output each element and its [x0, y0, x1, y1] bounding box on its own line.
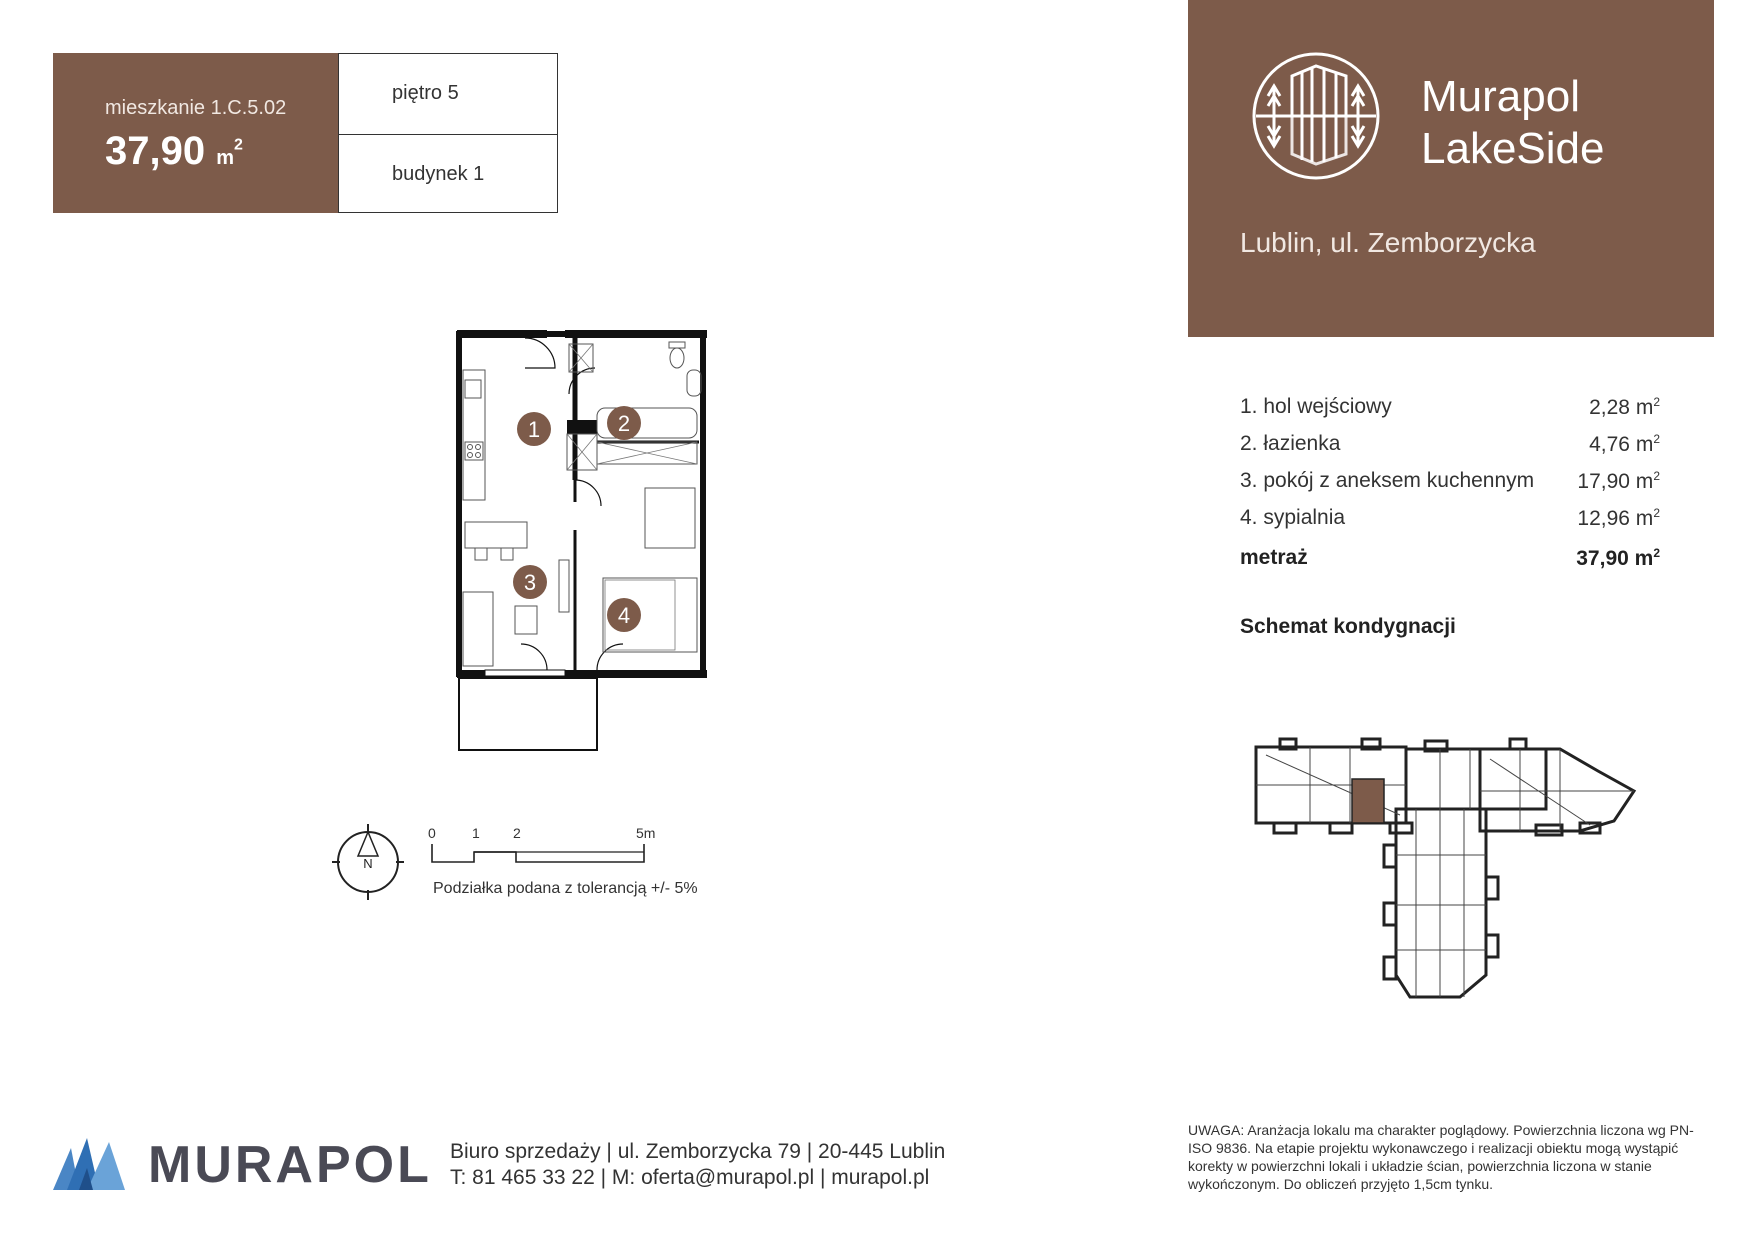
- room-row: [1240, 469, 1660, 499]
- apartment-header: [53, 53, 338, 213]
- room-marker-2-label: 2: [617, 411, 631, 436]
- scale-tick-1: 1: [472, 825, 480, 841]
- room-area: 4,76 $m^2$: [1589, 432, 1660, 456]
- total-label: metraż: [1240, 546, 1308, 569]
- apartment-floor-plan: [455, 330, 725, 755]
- building-cell: [339, 134, 557, 215]
- apartment-area-exp: 2: [234, 136, 243, 154]
- room-marker-1-label: 1: [527, 417, 541, 442]
- room-name: 1. hol wejściowy: [1240, 395, 1392, 418]
- scale-tolerance-note: Podziałka podana z tolerancją +/- 5%: [433, 880, 698, 897]
- room-name: 4. sypialnia: [1240, 506, 1346, 529]
- company-name: MURAPOL: [148, 1136, 432, 1194]
- total-area-row: [1240, 546, 1660, 576]
- contact-details: T: 81 465 33 22 | M: oferta@murapol.pl | murapol.pl: [450, 1166, 930, 1189]
- room-marker-3-label: 3: [523, 570, 537, 595]
- room-marker-4-label: 4: [617, 603, 631, 628]
- floor-schema-diagram: [1250, 735, 1646, 1010]
- lakeside-logo-icon: [1250, 50, 1382, 182]
- apartment-area-value: 37,90: [105, 129, 206, 173]
- brand-panel: [1188, 0, 1714, 337]
- brand-name-line1: Murapol: [1421, 72, 1580, 121]
- floor-label: piętro 5: [392, 82, 459, 104]
- room-row: [1240, 506, 1660, 536]
- highlighted-apartment: [1352, 779, 1384, 823]
- building-label: budynek 1: [392, 163, 485, 185]
- floor-cell: [339, 54, 557, 134]
- scale-bar: [430, 842, 650, 866]
- room-area: 17,90 $m^2$: [1577, 469, 1660, 493]
- apartment-area: [105, 129, 243, 174]
- scale-tick-5m: 5m: [636, 825, 656, 841]
- room-area: 12,96 $m^2$: [1577, 506, 1660, 530]
- apartment-info-box: [338, 53, 558, 213]
- room-row: [1240, 395, 1660, 425]
- room-row: [1240, 432, 1660, 462]
- brand-name-line2: LakeSide: [1421, 124, 1605, 173]
- murapol-logo-icon: [53, 1138, 125, 1190]
- room-name: 2. łazienka: [1240, 432, 1341, 455]
- compass-label: N: [363, 856, 373, 871]
- brand-address: Lublin, ul. Zemborzycka: [1240, 227, 1536, 258]
- disclaimer-note: UWAGA: Aranżacja lokalu ma charakter poglądowy. Powierzchnia liczona wg PN-ISO 9836. Na etapie projektu wykonawczego i realizacji obiektu mogą wystąpić korekty w powierzchni lokali i układzie ścian, powierzchnia liczona w stanie wykończonym. Do obliczeń przyjęto 1,5cm tynku.: [1188, 1122, 1694, 1192]
- sales-office-address: Biuro sprzedaży | ul. Zemborzycka 79 | 20-445 Lublin: [450, 1140, 946, 1163]
- total-area: 37,90 $m^2$: [1576, 546, 1660, 570]
- schema-title: Schemat kondygnacji: [1240, 615, 1456, 638]
- scale-tick-2: 2: [513, 825, 521, 841]
- apartment-label: mieszkanie 1.C.5.02: [105, 97, 287, 119]
- scale-tick-0: 0: [428, 825, 436, 841]
- compass-icon: [330, 820, 406, 900]
- room-area: 2,28 $m^2$: [1589, 395, 1660, 419]
- room-name: 3. pokój z aneksem kuchennym: [1240, 469, 1535, 492]
- apartment-area-unit: m: [216, 147, 235, 169]
